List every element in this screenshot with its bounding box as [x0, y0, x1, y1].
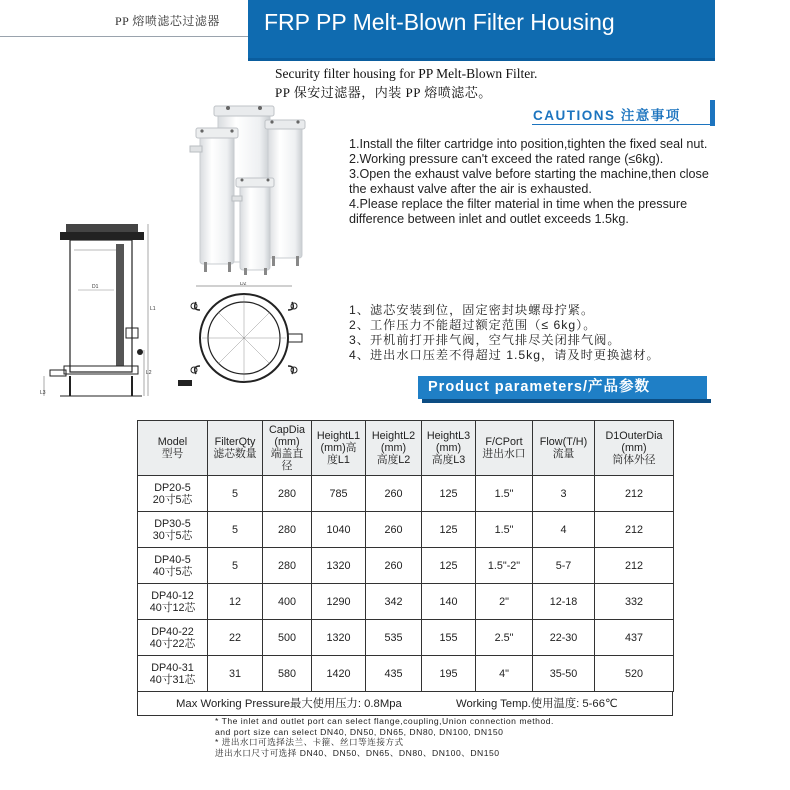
- cell-height-l3: 125: [422, 548, 476, 584]
- cell-port: 2": [476, 584, 533, 620]
- caution-cn-item: 3、开机前打开排气阀，空气排尽关闭排气阀。: [349, 333, 621, 347]
- cell-height-l2: 260: [366, 512, 422, 548]
- cell-height-l3: 125: [422, 476, 476, 512]
- caution-en-item: 1.Install the filter cartridge into position,tighten the fixed seal nut.: [349, 137, 708, 151]
- working-temperature: Working Temp.使用温度: 5-66℃: [456, 698, 618, 710]
- cell-filter-qty: 22: [208, 620, 263, 656]
- cell-height-l3: 125: [422, 512, 476, 548]
- max-working-pressure: Max Working Pressure最大使用压力: 0.8Mpa: [176, 698, 402, 710]
- cell-d1: 437: [595, 620, 674, 656]
- drawing-label-l2: L2: [146, 370, 152, 376]
- table-row: [138, 584, 674, 620]
- caution-en-item: 2.Working pressure can't exceed the rated range (≤6kg).: [349, 152, 664, 166]
- cell-height-l1: 1040: [312, 512, 366, 548]
- cell-d1: 212: [595, 476, 674, 512]
- cell-height-l3: 195: [422, 656, 476, 692]
- caution-cn-item: 1、滤芯安装到位，固定密封块螺母拧紧。: [349, 303, 595, 317]
- cell-height-l1: 1320: [312, 620, 366, 656]
- cautions-chinese-list: [349, 303, 709, 363]
- page-title: FRP PP Melt-Blown Filter Housing: [264, 9, 615, 35]
- cell-filter-qty: 31: [208, 656, 263, 692]
- th-flow: Flow(T/H) 流量: [533, 421, 595, 476]
- cell-model: DP30-5 30寸5芯: [138, 512, 208, 548]
- parameters-table-wrapper: [137, 420, 673, 716]
- cell-cap-dia: 280: [263, 512, 312, 548]
- th-height-l3: HeightL3 (mm) 高度L3: [422, 421, 476, 476]
- cell-d1: 332: [595, 584, 674, 620]
- cautions-accent-bar: [710, 100, 715, 126]
- cell-d1: 212: [595, 512, 674, 548]
- cell-flow: 4: [533, 512, 595, 548]
- cell-flow: 22-30: [533, 620, 595, 656]
- cell-height-l1: 1320: [312, 548, 366, 584]
- cell-cap-dia: 400: [263, 584, 312, 620]
- caution-cn-item: 2、工作压力不能超过额定范围（≤ 6kg）。: [349, 318, 597, 332]
- th-height-l1: HeightL1 (mm)高 度L1: [312, 421, 366, 476]
- cell-height-l2: 260: [366, 548, 422, 584]
- cell-height-l2: 535: [366, 620, 422, 656]
- drawing-label-d2: D2: [240, 282, 247, 287]
- cell-port: 1.5"-2": [476, 548, 533, 584]
- cell-cap-dia: 580: [263, 656, 312, 692]
- cell-model: DP20-5 20寸5芯: [138, 476, 208, 512]
- title-band: [248, 0, 715, 61]
- th-height-l2: HeightL2 (mm) 高度L2: [366, 421, 422, 476]
- cell-port: 2.5": [476, 620, 533, 656]
- cell-flow: 5-7: [533, 548, 595, 584]
- cautions-underline: [532, 124, 715, 125]
- cell-height-l1: 1420: [312, 656, 366, 692]
- footnote-line: * The inlet and outlet port can select flange,coupling,Union connection method.: [215, 716, 554, 726]
- params-banner-shadow: [422, 399, 711, 403]
- parameters-table: [137, 420, 674, 692]
- cell-cap-dia: 280: [263, 476, 312, 512]
- cell-flow: 35-50: [533, 656, 595, 692]
- title-underline: [248, 58, 715, 61]
- cell-height-l1: 785: [312, 476, 366, 512]
- cell-port: 1.5": [476, 512, 533, 548]
- th-port: F/CPort 进出水口: [476, 421, 533, 476]
- drawing-label-d1: D1: [92, 284, 99, 290]
- side-elevation-drawing: [40, 210, 158, 400]
- footnote-line: * 进出水口可选择法兰、卡箍、丝口等连接方式: [215, 737, 404, 747]
- table-row: [138, 656, 674, 692]
- th-d1-outer-dia: D1OuterDia (mm) 筒体外径: [595, 421, 674, 476]
- footnote-line: 进出水口尺寸可选择 DN40、DN50、DN65、DN80、DN100、DN150: [215, 747, 500, 758]
- cell-height-l2: 435: [366, 656, 422, 692]
- footnotes: [215, 716, 685, 758]
- table-footer-row: [137, 692, 673, 716]
- table-row: [138, 512, 674, 548]
- intro-chinese: PP 保安过滤器，内装 PP 熔喷滤芯。: [275, 85, 492, 100]
- intro-english: Security filter housing for PP Melt-Blown Filter.: [275, 66, 538, 81]
- cell-filter-qty: 5: [208, 548, 263, 584]
- header-chinese-subtitle: PP 熔喷滤芯过滤器: [115, 14, 220, 28]
- header-rule: [0, 36, 250, 37]
- cell-height-l2: 342: [366, 584, 422, 620]
- cell-flow: 12-18: [533, 584, 595, 620]
- cell-port: 1.5": [476, 476, 533, 512]
- cell-height-l3: 140: [422, 584, 476, 620]
- cell-cap-dia: 280: [263, 548, 312, 584]
- cell-flow: 3: [533, 476, 595, 512]
- cell-port: 4": [476, 656, 533, 692]
- params-banner: Product parameters/产品参数: [418, 376, 707, 399]
- table-header-row: [138, 421, 674, 476]
- table-row: [138, 548, 674, 584]
- cautions-heading: CAUTIONS 注意事项: [533, 108, 681, 123]
- cell-d1: 520: [595, 656, 674, 692]
- cell-model: DP40-31 40寸31芯: [138, 656, 208, 692]
- cell-model: DP40-5 40寸5芯: [138, 548, 208, 584]
- cell-height-l2: 260: [366, 476, 422, 512]
- th-cap-dia: CapDia (mm) 端盖直 径: [263, 421, 312, 476]
- drawing-label-l1: L1: [150, 306, 156, 312]
- table-row: [138, 476, 674, 512]
- cell-model: DP40-12 40寸12芯: [138, 584, 208, 620]
- cell-filter-qty: 5: [208, 476, 263, 512]
- cell-height-l3: 155: [422, 620, 476, 656]
- cell-filter-qty: 5: [208, 512, 263, 548]
- cell-filter-qty: 12: [208, 584, 263, 620]
- table-row: [138, 620, 674, 656]
- cell-d1: 212: [595, 548, 674, 584]
- cell-model: DP40-22 40寸22芯: [138, 620, 208, 656]
- caution-cn-item: 4、进出水口压差不得超过 1.5kg，请及时更换滤材。: [349, 348, 660, 362]
- caution-en-item: 4.Please replace the filter material in time when the pressure difference between inlet and outlet exceeds 1.5kg.: [349, 197, 688, 226]
- product-photo: [188, 104, 320, 276]
- footnote-line: and port size can select DN40, DN50, DN65, DN80, DN100, DN150: [215, 726, 504, 737]
- caution-en-item: 3.Open the exhaust valve before starting the machine,then close the exhaust valve after the air is exhausted.: [349, 167, 709, 196]
- cell-cap-dia: 500: [263, 620, 312, 656]
- top-view-drawing: [172, 282, 322, 390]
- drawing-label-l3: L3: [40, 390, 46, 396]
- th-filter-qty: FilterQty 滤芯数量: [208, 421, 263, 476]
- th-model: Model 型号: [138, 421, 208, 476]
- cautions-english-list: [349, 137, 709, 227]
- cell-height-l1: 1290: [312, 584, 366, 620]
